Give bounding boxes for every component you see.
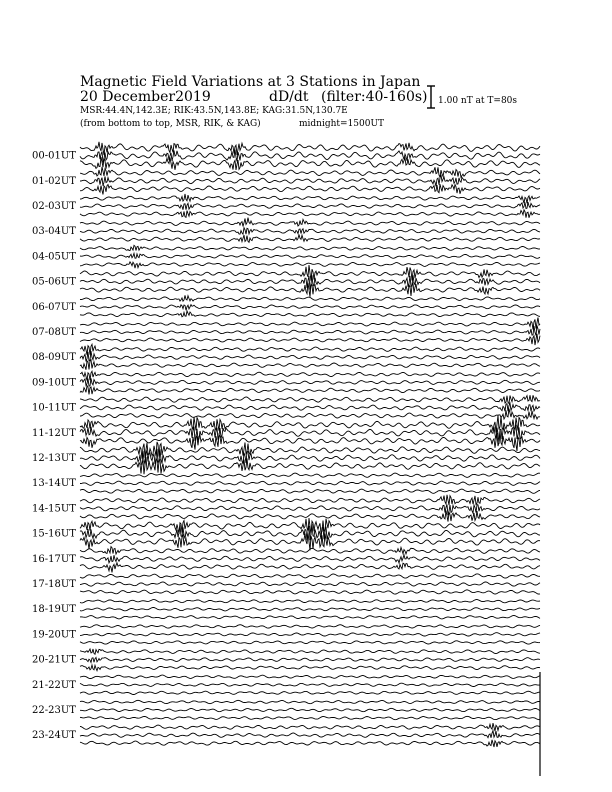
trace-msr <box>80 167 540 177</box>
trace-rik <box>80 608 540 611</box>
trace-msr <box>80 649 540 654</box>
trace-rik <box>80 378 540 386</box>
trace-msr <box>80 723 540 731</box>
row-label: 04-05UT <box>32 251 76 263</box>
trace-kag <box>80 235 540 243</box>
trace-msr <box>80 675 540 678</box>
trace-msr <box>80 473 540 477</box>
trace-kag <box>80 563 540 573</box>
row-label: 10-11UT <box>32 402 76 414</box>
trace-rik <box>80 326 540 336</box>
trace-msr <box>80 318 540 330</box>
trace-msr <box>80 495 540 505</box>
chart-quantity: dD/dt <box>269 89 309 105</box>
trace-kag <box>80 334 540 345</box>
trace-kag <box>80 641 540 644</box>
row-label: 08-09UT <box>32 352 76 364</box>
trace-kag <box>80 311 540 317</box>
trace-rik <box>80 555 540 563</box>
trace-rik <box>80 481 540 485</box>
row-label: 23-24UT <box>32 730 76 742</box>
trace-kag <box>80 665 540 671</box>
trace-rik <box>80 731 540 738</box>
trace-msr <box>80 574 540 578</box>
trace-msr <box>80 344 540 355</box>
trace-rik <box>80 228 540 235</box>
trace-msr <box>80 625 540 628</box>
trace-msr <box>80 245 540 250</box>
trace-rik <box>80 175 540 187</box>
trace-msr <box>80 600 540 603</box>
chart-stations: MSR:44.4N,142.3E; RIK:43.5N,143.8E; KAG:31.5N,130.7E <box>80 106 348 116</box>
row-label: 17-18UT <box>32 579 76 590</box>
trace-kag <box>80 409 540 419</box>
trace-msr <box>80 700 540 703</box>
trace-kag <box>80 457 540 474</box>
chart-midnight-note: midnight=1500UT <box>299 119 385 129</box>
scale-bar-label: 1.00 nT at T=80s <box>438 96 518 106</box>
trace-rik <box>80 633 540 636</box>
trace-rik <box>80 425 540 444</box>
row-label: 15-16UT <box>32 528 76 540</box>
trace-rik <box>80 708 540 711</box>
row-label: 00-01UT <box>32 150 76 162</box>
trace-kag <box>80 489 540 493</box>
trace-rows <box>32 142 540 747</box>
row-label: 16-17UT <box>32 553 76 565</box>
row-label: 02-03UT <box>32 201 76 212</box>
trace-msr <box>80 371 540 380</box>
trace-kag <box>80 590 540 594</box>
chart-date: 20 December2019 <box>80 89 211 105</box>
trace-kag <box>80 431 540 451</box>
trace-msr <box>80 395 540 403</box>
trace-msr <box>80 142 540 155</box>
trace-rik <box>80 253 540 258</box>
row-label: 14-15UT <box>32 503 76 515</box>
trace-rik <box>80 351 540 361</box>
trace-rik <box>80 683 540 686</box>
row-label: 22-23UT <box>32 705 76 716</box>
trace-rik <box>80 657 540 662</box>
row-label: 01-02UT <box>32 175 76 187</box>
trace-kag <box>80 716 540 719</box>
row-label: 11-12UT <box>32 427 76 439</box>
chart-filter: (filter:40-160s) <box>321 89 428 105</box>
trace-rik <box>80 403 540 411</box>
trace-kag <box>80 511 540 522</box>
trace-kag <box>80 740 540 747</box>
trace-rik <box>80 202 540 210</box>
trace-kag <box>80 184 540 194</box>
scale-bar <box>427 86 517 108</box>
trace-kag <box>80 691 540 694</box>
row-label: 07-08UT <box>32 327 76 338</box>
row-label: 03-04UT <box>32 226 76 238</box>
trace-kag <box>80 386 540 395</box>
trace-rik <box>80 582 540 586</box>
trace-msr <box>80 218 540 227</box>
trace-rik <box>80 505 540 515</box>
trace-kag <box>80 360 540 370</box>
trace-kag <box>80 210 540 218</box>
chart-title: Magnetic Field Variations at 3 Stations in Japan <box>80 74 421 90</box>
row-label: 18-19UT <box>32 604 76 616</box>
chart-order-note: (from bottom to top, MSR, RIK, & KAG) <box>80 119 261 129</box>
trace-msr <box>80 194 540 203</box>
trace-rik <box>80 305 540 311</box>
row-label: 21-22UT <box>32 679 76 691</box>
row-label: 13-14UT <box>32 478 76 490</box>
row-label: 09-10UT <box>32 377 76 389</box>
trace-kag <box>80 616 540 619</box>
row-label: 12-13UT <box>32 453 76 464</box>
row-label: 19-20UT <box>32 629 76 641</box>
row-label: 05-06UT <box>32 276 76 288</box>
trace-msr <box>80 265 540 281</box>
row-label: 20-21UT <box>32 654 76 666</box>
trace-kag <box>80 262 540 268</box>
trace-msr <box>80 518 540 535</box>
row-label: 06-07UT <box>32 301 76 313</box>
